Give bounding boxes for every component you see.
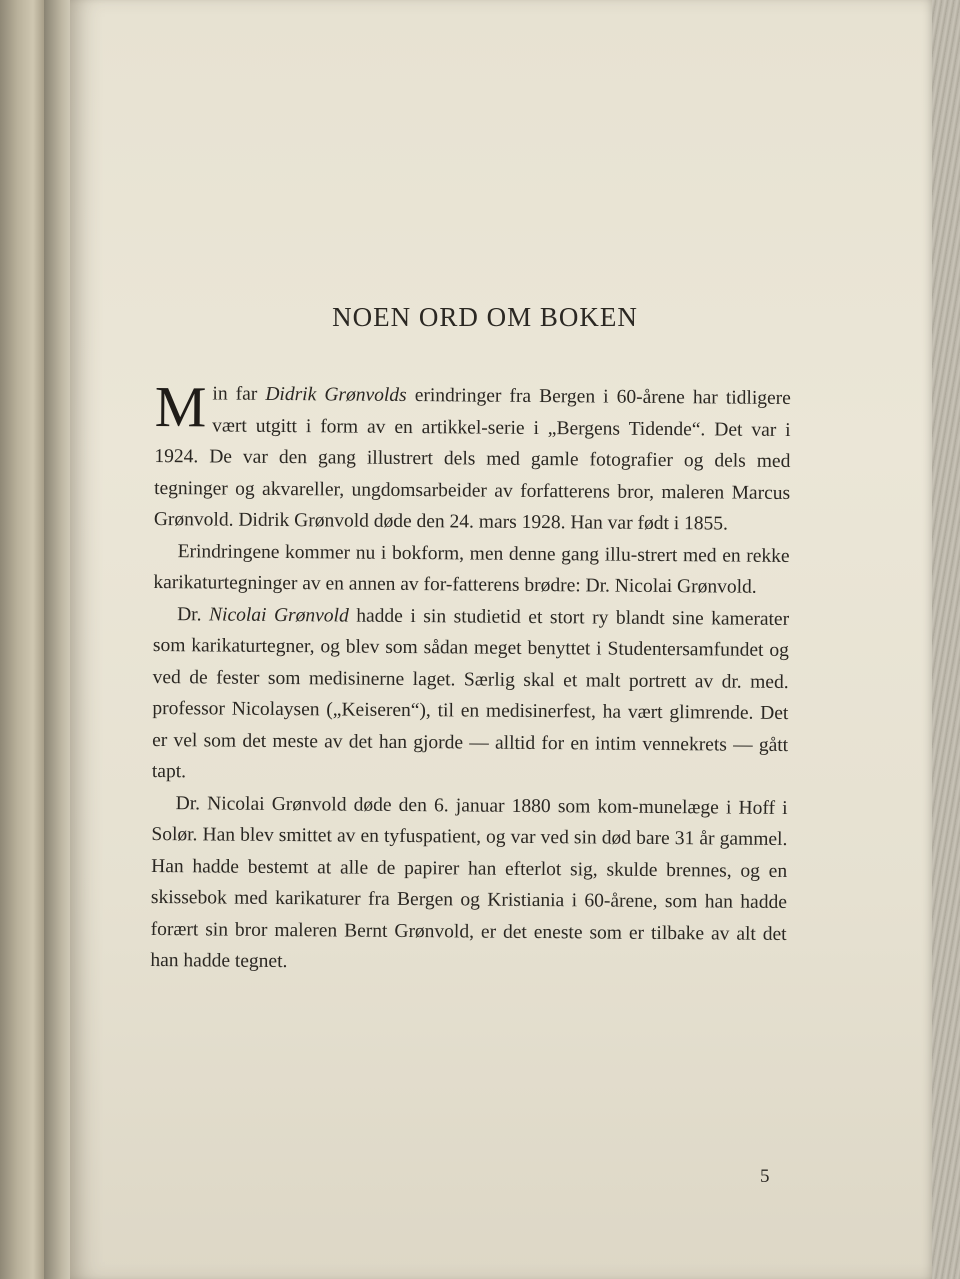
text-run: in far (212, 383, 266, 405)
author-name: Didrik Grønvolds (265, 383, 407, 406)
body-text (150, 374, 791, 981)
book-spine-edge (0, 0, 44, 1279)
text-run: hadde i sin studietid et stort ry blandt sine kamerater som karikaturtegner, og blev som sådan meget benyttet i Studentersamfundet og ved de fester som medisinerne laget. Særlig skal et malt portrett av dr. med. professor Nicolaysen („Keiseren“), til en medisinerfest, ha vært glimrende. Det er vel som det meste av det han gjorde — alltid for en intim vennekrets — gått tapt. (151, 605, 790, 783)
paragraph-1 (153, 374, 791, 540)
text-run: Dr. Nicolai Grønvold døde den 6. januar 1880 som kom-munelæge i Hoff i Solør. Han blev smittet av en tyfuspatient, og var ved sin død bare 31 år gammel. Han hadde bestemt at alle de papirer han efterlot sig, skulde brennes, og en skissebok med karikaturer fra Bergen og Kristiania i 60-årene, som han hadde forært sin bror maleren Bernt Grønvold, er det eneste som er tilbake av alt det han hadde tegnet. (150, 792, 788, 973)
page-number: 5 (760, 1166, 770, 1187)
text-run: erindringer fra Bergen i 60-årene har tidligere vært utgitt i form av en artikkel-serie i „Bergens Tidende“. Det var i 1924. De var den gang illustrert dels med gamle fotografier og dels med tegninger og akvareller, ungdomsarbeider av forfatterens bror, maleren Marcus Grønvold. Didrik Grønvold døde den 24. mars 1928. Han var født i 1855. (153, 384, 791, 535)
paragraph-3 (152, 598, 789, 792)
paragraph-2 (153, 535, 789, 603)
text-run: Dr. (177, 603, 210, 625)
book-page (70, 0, 932, 1279)
drop-cap: M (154, 374, 207, 440)
person-name: Nicolai Grønvold (208, 603, 349, 627)
paragraph-4 (150, 787, 787, 981)
text-run: Erindringene kommer nu i bokform, men denne gang illu-strert med en rekke karikaturtegninger av en annen av for-fatterens brødre: Dr. Nicolai Grønvold. (153, 540, 790, 598)
chapter-heading: NOEN ORD OM BOKEN (332, 302, 638, 332)
